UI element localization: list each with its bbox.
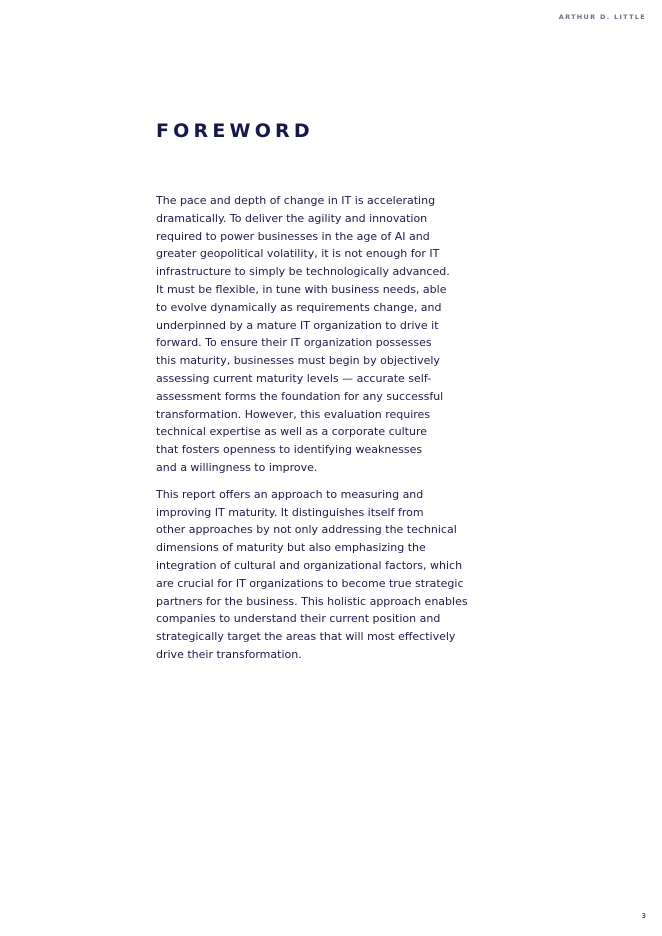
paragraph-line: underpinned by a mature IT organization to drive it xyxy=(156,318,439,332)
paragraph-line: are crucial for IT organizations to become true strategic xyxy=(156,576,464,590)
paragraph-line: The pace and depth of change in IT is accelerating xyxy=(156,194,436,207)
brand-header: ARTHUR D. LITTLE xyxy=(558,13,646,21)
paragraph-line: required to power businesses in the age of AI and xyxy=(156,229,430,243)
paragraph-line: other approaches by not only addressing the technical xyxy=(156,523,457,537)
paragraph-line: infrastructure to simply be technologically advanced. xyxy=(156,265,450,279)
paragraph-line: assessment forms the foundation for any successful xyxy=(156,389,444,403)
paragraph-line: dimensions of maturity but also emphasizing the xyxy=(156,541,426,555)
foreword-paragraph-1 xyxy=(156,192,496,477)
page-number: 3 xyxy=(641,912,646,920)
paragraph-line: to evolve dynamically as requirements change, and xyxy=(156,300,442,314)
page-title: FOREWORD xyxy=(156,120,314,142)
paragraph-line: This report offers an approach to measuring and xyxy=(156,487,424,501)
paragraph-line: technical expertise as well as a corporate culture xyxy=(156,425,427,439)
paragraph-line: dramatically. To deliver the agility and innovation xyxy=(156,211,428,225)
paragraph-line: transformation. However, this evaluation requires xyxy=(156,407,431,421)
paragraph-line: forward. To ensure their IT organization possesses xyxy=(156,336,432,350)
foreword-body xyxy=(156,192,496,664)
paragraph-line: integration of cultural and organizational factors, which xyxy=(156,558,463,572)
paragraph-line: this maturity, businesses must begin by objectively xyxy=(156,354,440,368)
paragraph-line: partners for the business. This holistic approach enables xyxy=(156,594,468,608)
paragraph-line: drive their transformation. xyxy=(156,647,302,661)
paragraph-line: strategically target the areas that will most effectively xyxy=(156,630,456,644)
paragraph-line: and a willingness to improve. xyxy=(156,460,318,474)
paragraph-line: that fosters openness to identifying weaknesses xyxy=(156,443,423,457)
paragraph-line: companies to understand their current position and xyxy=(156,612,441,626)
foreword-paragraph-2 xyxy=(156,486,496,664)
paragraph-line: greater geopolitical volatility, it is not enough for IT xyxy=(156,247,440,261)
paragraph-line: assessing current maturity levels — accurate self- xyxy=(156,371,432,385)
paragraph-line: It must be flexible, in tune with business needs, able xyxy=(156,282,447,296)
paragraph-line: improving IT maturity. It distinguishes itself from xyxy=(156,505,424,519)
